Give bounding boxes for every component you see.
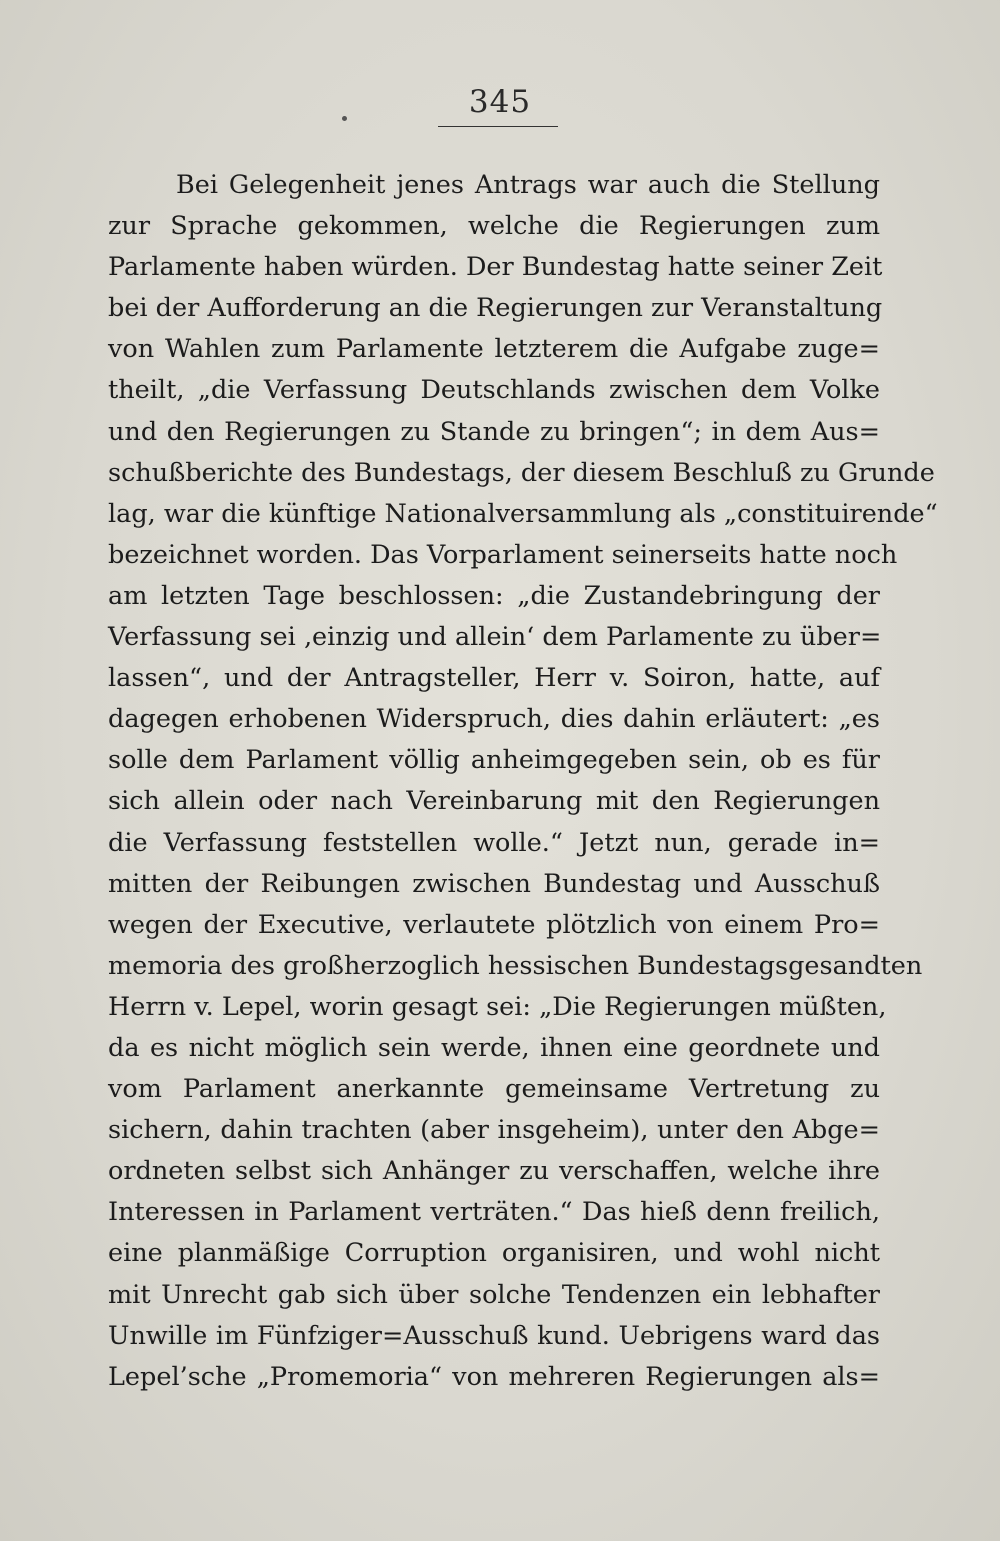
text-line: solle dem Parlament völlig anheimgegeben sein, ob es für <box>108 745 880 776</box>
text-line: vom Parlament anerkannte gemeinsame Vertretung zu <box>108 1074 880 1105</box>
text-line: mit Unrecht gab sich über solche Tendenzen ein lebhafter <box>108 1279 880 1310</box>
text-line: Unwille im Fünfziger=Ausschuß kund. Uebrigens ward das <box>108 1320 880 1351</box>
header-rule <box>438 126 558 127</box>
text-line: Herrn v. Lepel, worin gesagt sei: „Die Regierungen müßten, <box>108 991 887 1022</box>
text-line: Lepel’sche „Promemoria“ von mehreren Regierungen als= <box>108 1361 880 1392</box>
text-line: Interessen in Parlament verträten.“ Das hieß denn freilich, <box>108 1197 880 1228</box>
page-number: 345 <box>468 84 532 120</box>
text-line: Verfassung sei ‚einzig und allein‘ dem Parlamente zu über= <box>108 622 882 653</box>
text-line: Parlamente haben würden. Der Bundestag hatte seiner Zeit <box>108 252 883 283</box>
text-line: lassen“, und der Antragsteller, Herr v. Soiron, hatte, auf <box>108 663 880 694</box>
text-line: ordneten selbst sich Anhänger zu verschaffen, welche ihre <box>108 1156 880 1187</box>
text-line: memoria des großherzoglich hessischen Bundestagsgesandten <box>108 950 923 981</box>
text-line: bei der Aufforderung an die Regierungen zur Veranstaltung <box>108 293 883 324</box>
text-line: von Wahlen zum Parlamente letzterem die Aufgabe zuge= <box>108 334 880 365</box>
text-line: mitten der Reibungen zwischen Bundestag und Ausschuß <box>108 868 880 899</box>
text-line: Bei Gelegenheit jenes Antrags war auch die Stellung <box>176 170 880 200</box>
text-line: bezeichnet worden. Das Vorparlament seinerseits hatte noch <box>108 539 898 570</box>
text-line: eine planmäßige Corruption organisiren, und wohl nicht <box>108 1238 880 1269</box>
text-line: zur Sprache gekommen, welche die Regierungen zum <box>108 211 880 242</box>
text-line: theilt, „die Verfassung Deutschlands zwischen dem Volke <box>108 375 880 406</box>
text-line: wegen der Executive, verlautete plötzlich von einem Pro= <box>108 909 880 940</box>
text-line: da es nicht möglich sein werde, ihnen eine geordnete und <box>108 1032 880 1063</box>
text-line: die Verfassung feststellen wolle.“ Jetzt nun, gerade in= <box>108 827 880 858</box>
text-line: lag, war die künftige Nationalversammlung als „constituirende“ <box>108 498 938 529</box>
text-line: sich allein oder nach Vereinbarung mit den Regierungen <box>108 786 880 817</box>
text-line: sichern, dahin trachten (aber insgeheim), unter den Abge= <box>108 1115 880 1146</box>
text-line: und den Regierungen zu Stande zu bringen“; in dem Aus= <box>108 416 880 447</box>
text-line: schußberichte des Bundestags, der diesem Beschluß zu Grunde <box>108 457 935 488</box>
body-text <box>108 165 938 1398</box>
text-line: dagegen erhobenen Widerspruch, dies dahin erläutert: „es <box>108 704 880 735</box>
text-line: am letzten Tage beschlossen: „die Zustandebringung der <box>108 580 880 611</box>
